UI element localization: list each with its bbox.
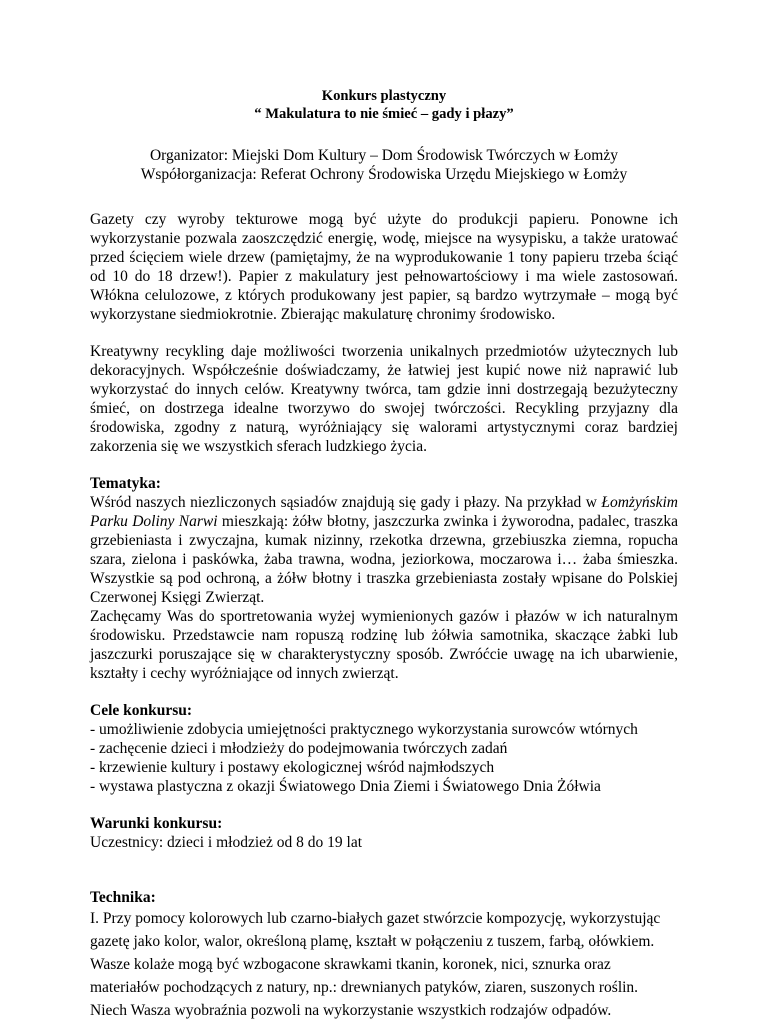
technika-line: gazetę jako kolor, walor, określoną plamę, kształt w połączeniu z tuszem, farbą, ołówkiem. xyxy=(90,933,655,950)
cele-heading: Cele konkursu: xyxy=(90,702,193,719)
title-line-1: Konkurs plastyczny xyxy=(321,88,447,104)
list-item: - umożliwienie zdobycia umiejętności praktycznego wykorzystania surowców wtórnych xyxy=(90,721,638,738)
coorganizer-line: Współorganizacja: Referat Ochrony Środowiska Urzędu Miejskiego w Łomży xyxy=(140,165,628,183)
tematyka-paragraph-2: Zachęcamy Was do sportretowania wyżej wymienionych gazów i płazów w ich naturalnym środowisku. Przedstawcie nam ropuszą rodzinę lub żółwia samotnika, skaczące żabki lub jaszczurki poruszające się w charakterystyczny sposób. Zwróćcie uwagę na ich ubarwienie, kształty i cechy wyróżniające od innych zwierząt. xyxy=(90,608,678,682)
tematyka-text-start: Wśród naszych niezliczonych sąsiadów znajdują się gady i płazy. Na przykład w xyxy=(90,494,602,511)
document-body xyxy=(90,87,678,1022)
technika-line: Wasze kolaże mogą być wzbogacone skrawkami tkanin, koronek, nici, sznurka oraz xyxy=(90,956,611,973)
technika-line: materiałów pochodzących z natury, np.: drewnianych patyków, ziaren, suszonych roślin. xyxy=(90,979,639,996)
tematyka-text-end: mieszkają: żółw błotny, jaszczurka zwinka i żyworodna, padalec, traszka grzebieniasta i zwyczajna, kumak nizinny, rzekotka drzewna, grzebiuszka ziemna, ropucha szara, zielona i paskówka, żaba trawna, wodna, jeziorkowa, moczarowa i… żaba śmieszka. Wszystkie są pod ochroną, a żółw błotny i traszka grzebieniasta zostały wpisane do Polskiej Czerwonej Księgi Zwierząt. xyxy=(90,513,678,606)
park-name: Łomżyńskim Parku Doliny Narwi xyxy=(90,494,678,530)
tematyka-paragraph xyxy=(90,493,678,607)
warunki-text: Uczestnicy: dzieci i młodzież od 8 do 19 lat xyxy=(90,834,363,851)
tematyka-heading: Tematyka: xyxy=(90,475,161,492)
organizer-line: Organizator: Miejski Dom Kultury – Dom Środowisk Twórczych w Łomży xyxy=(149,147,618,164)
title-line-2: “ Makulatura to nie śmieć – gady i płazy” xyxy=(254,106,514,122)
list-item: - zachęcenie dzieci i młodzieży do podejmowania twórczych zadań xyxy=(90,740,508,757)
intro-paragraph: Gazety czy wyroby tekturowe mogą być użyte do produkcji papieru. Ponowne ich wykorzystanie pozwala zaoszczędzić energię, wodę, miejsce na wysypisku, a także uratować przed ścięciem wiele drzew (pamiętajmy, że na wyprodukowanie 1 tony papieru trzeba ściąć od 10 do 18 drzew!). Papier z makulatury jest pełnowartościowy i ma wiele zastosowań. Włókna celulozowe, z których produkowany jest papier, są bardzo wytrzymałe – mogą być wykorzystane siedmiokrotnie. Zbierając makulaturę chronimy środowisko. xyxy=(90,211,678,323)
technika-line: Niech Wasza wyobraźnia pozwoli na wykorzystanie wszystkich rodzajów odpadów. xyxy=(90,1002,612,1019)
technika-heading: Technika: xyxy=(90,889,156,906)
warunki-heading: Warunki konkursu: xyxy=(90,815,223,832)
cele-list xyxy=(90,720,678,796)
recycling-paragraph: Kreatywny recykling daje możliwości tworzenia unikalnych przedmiotów użytecznych lub dekoracyjnych. Współcześnie doświadczamy, że łatwiej jest kupić nowe niż naprawić lub wykorzystać do innych celów. Kreatywny twórca, tam gdzie inni dostrzegają bezużyteczny śmieć, on dostrzega idealne tworzywo do swojej twórczości. Recykling przyjazny dla środowiska, zgodny z naturą, wyróżniający się walorami artystycznymi coraz bardziej zakorzenia się we wszystkich sferach ludzkiego życia. xyxy=(90,343,678,455)
document-title xyxy=(90,87,678,123)
list-item: - krzewienie kultury i postawy ekologicznej wśród najmłodszych xyxy=(90,759,495,776)
organizers xyxy=(90,147,678,184)
list-item: - wystawa plastyczna z okazji Światowego Dnia Ziemi i Światowego Dnia Żółwia xyxy=(90,778,601,795)
technika-body xyxy=(90,907,678,1022)
technika-line: I. Przy pomocy kolorowych lub czarno-białych gazet stwórzcie kompozycję, wykorzystując xyxy=(90,910,661,927)
